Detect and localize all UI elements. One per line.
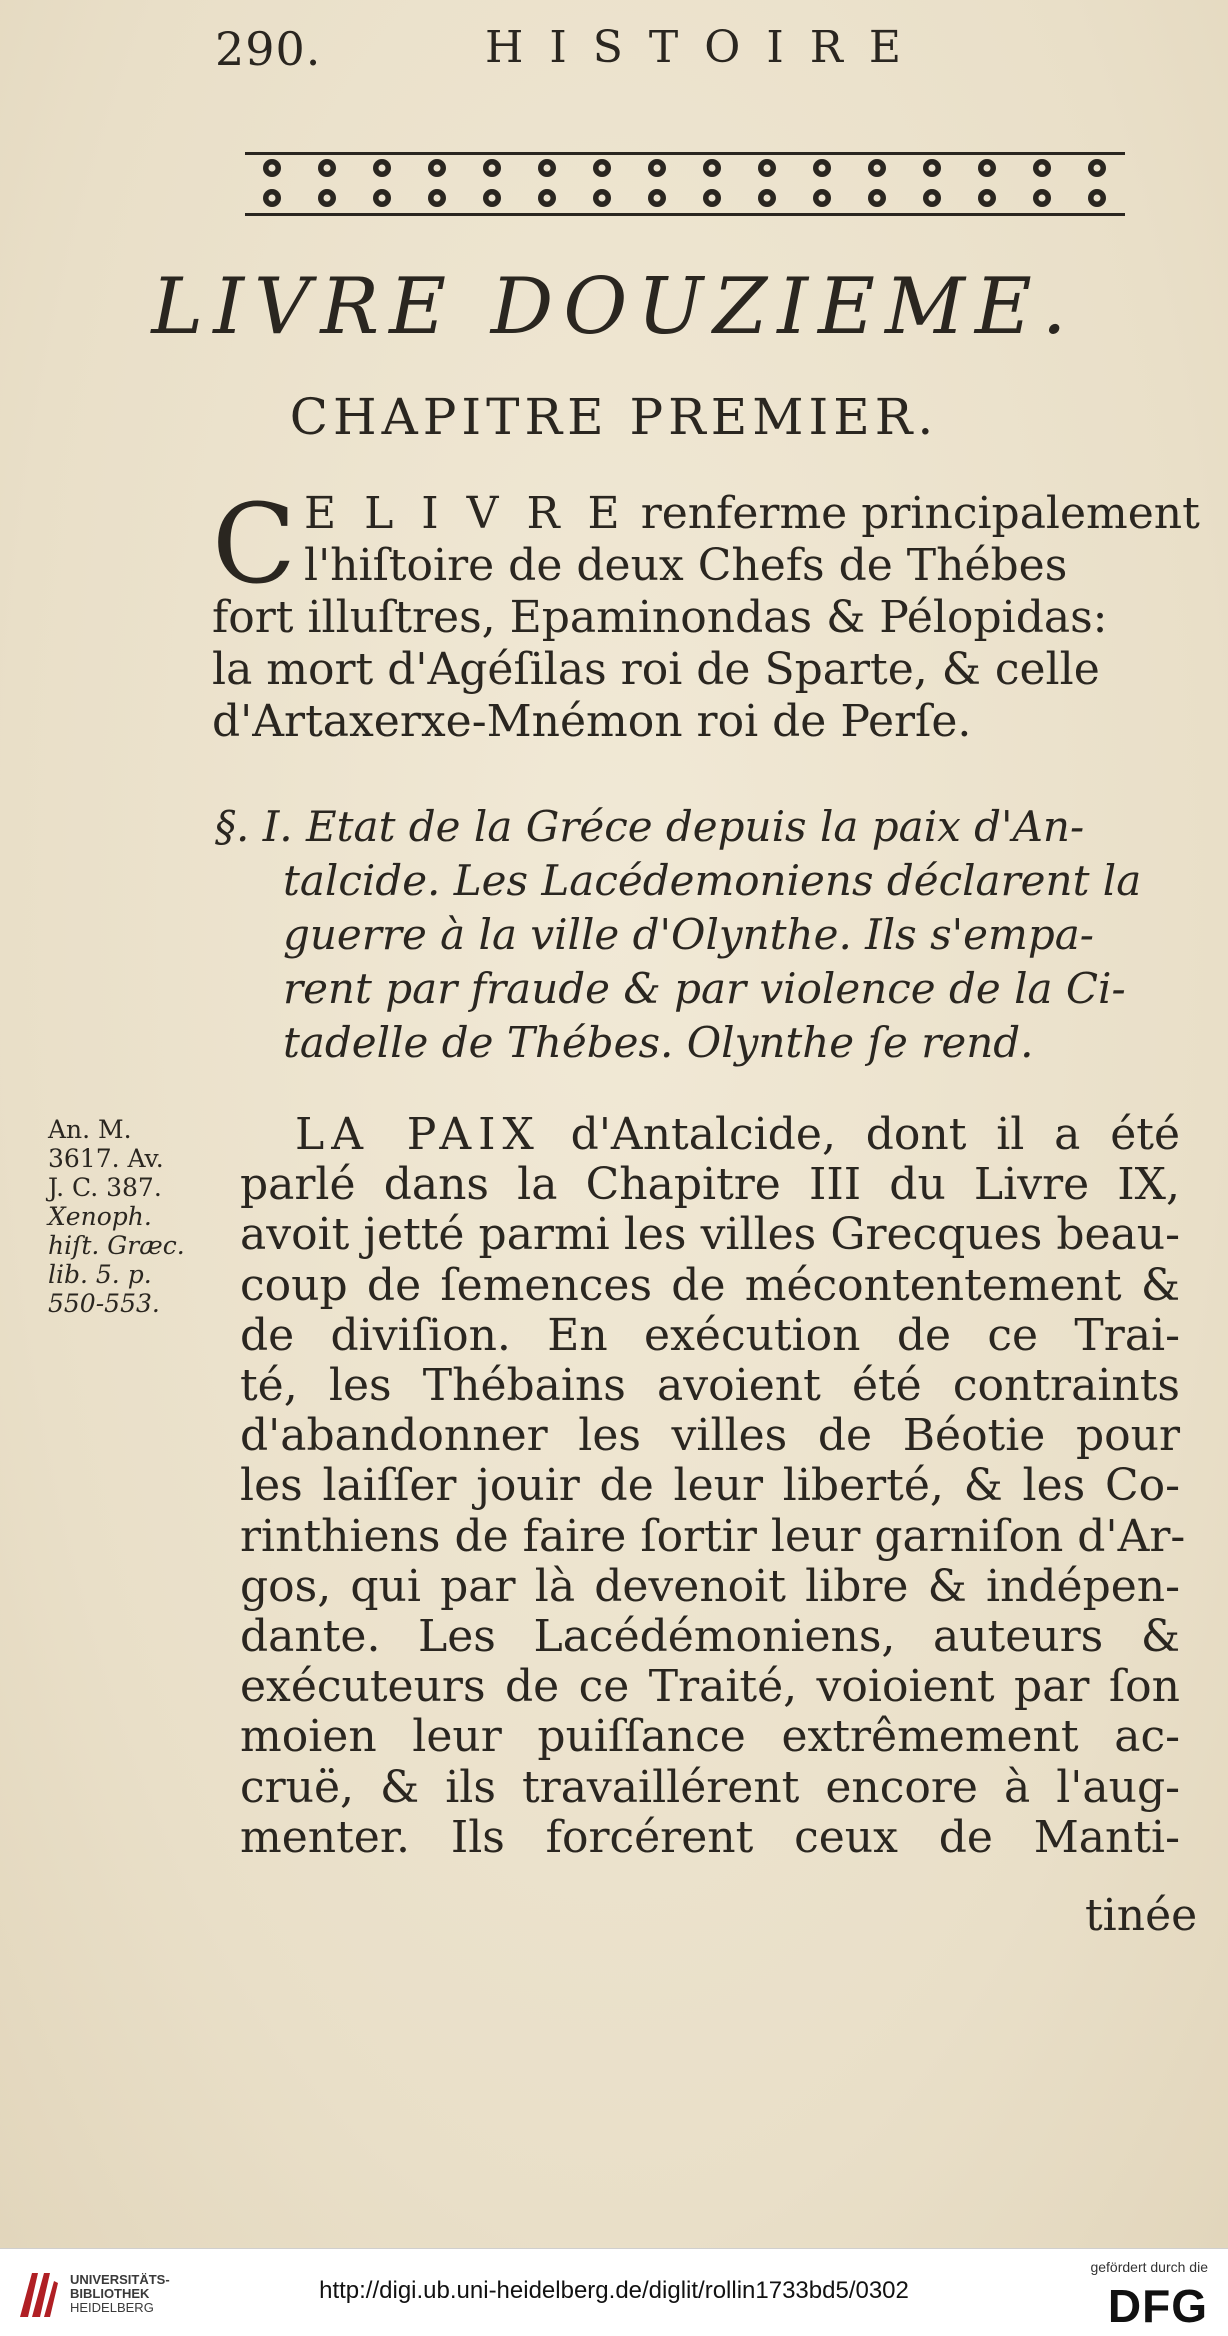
ornament-flower-center: [599, 165, 606, 172]
intro-line: l'hiſtoire de deux Chefs de Thébes: [304, 540, 1068, 591]
intro-line-1: [212, 488, 1200, 540]
dfg-logo: DFG: [1107, 2280, 1208, 2332]
ornament-flower-center: [654, 165, 661, 172]
ornament-flower-center: [764, 165, 771, 172]
ornament-flower-center: [379, 165, 386, 172]
body-line: exécuteurs de ce Traité, voioient par ſon: [240, 1661, 1180, 1713]
body-line: cruë, & ils travaillérent encore à l'aug-: [240, 1761, 1180, 1813]
ornament-flower-center: [709, 195, 716, 202]
intro-line-1-rest: renferme principalement: [640, 488, 1200, 539]
ornament-flower-center: [599, 195, 606, 202]
ornament-flower-center: [324, 195, 331, 202]
ornament-flower-center: [434, 195, 441, 202]
intro-paragraph: [212, 480, 1200, 748]
margin-note-line: 550-553.: [48, 1289, 160, 1318]
body-line: les laiſſer jouir de leur liberté, & les Co-: [240, 1460, 1180, 1512]
body-paragraph: [240, 1109, 1186, 1863]
ornament-flower-center: [489, 165, 496, 172]
ornament-flower-center: [764, 195, 771, 202]
margin-note-line: lib. 5. p.: [48, 1260, 152, 1289]
ornament-flower-center: [709, 165, 716, 172]
ornament-flower-center: [929, 195, 936, 202]
margin-note-line: 3617. Av.: [48, 1144, 164, 1173]
ornament-flower-center: [984, 195, 991, 202]
institution-line: BIBLIOTHEK: [70, 2286, 150, 2301]
body-line: rinthiens de faire ſortir leur garniſon d'Ar-: [240, 1510, 1186, 1562]
body-line: de diviſion. En exécution de ce Trai-: [240, 1309, 1180, 1361]
body-line: dante. Les Lacédémoniens, auteurs &: [240, 1611, 1180, 1663]
ornament-flower-center: [489, 195, 496, 202]
ornament-flower-center: [984, 165, 991, 172]
permalink-url[interactable]: http://digi.ub.uni-heidelberg.de/diglit/rollin1733bd5/0302: [319, 2277, 909, 2304]
running-title: HISTOIRE: [485, 22, 927, 73]
body-line-1: [240, 1110, 1180, 1160]
margin-note-line: Xenoph.: [48, 1202, 152, 1231]
summary-line: rent par fraude & par violence de la Ci-: [283, 964, 1126, 1013]
margin-note-line: An. M.: [48, 1115, 132, 1144]
summary-line: talcide. Les Lacédemoniens déclarent la: [283, 856, 1142, 905]
ornament-flower-center: [544, 195, 551, 202]
viewer-footer: [0, 2248, 1228, 2336]
ornament-flower-center: [654, 195, 661, 202]
ornament-flower-center: [324, 165, 331, 172]
institution-line: HEIDELBERG: [70, 2300, 154, 2315]
ornament-flower-center: [1094, 165, 1101, 172]
body-line: moien leur puiſſance extrêmement ac-: [240, 1711, 1180, 1763]
summary-line: §. I. Etat de la Gréce depuis la paix d'An-: [215, 802, 1085, 851]
body-line: d'abandonner les villes de Béotie pour: [240, 1410, 1180, 1462]
body-line: menter. Ils forcérent ceux de Manti-: [240, 1811, 1180, 1863]
chapter-title: CHAPITRE PREMIER.: [289, 388, 939, 446]
ornament-flower-center: [379, 195, 386, 202]
page-number: 290.: [215, 22, 322, 76]
catchword: tinée: [1085, 1890, 1198, 1941]
intro-line: d'Artaxerxe-Mnémon roi de Perſe.: [212, 696, 972, 747]
ornament-flower-center: [1039, 195, 1046, 202]
funding-note: gefördert durch die: [1090, 2259, 1208, 2275]
section-summary: [215, 800, 1155, 1070]
intro-line: fort illuſtres, Epaminondas & Pélopidas:: [212, 592, 1108, 643]
margin-note: [48, 1115, 238, 1318]
body-line: té, les Thébains avoient été contraints: [240, 1360, 1180, 1412]
intro-smallcaps: E L I V R E: [304, 488, 627, 539]
summary-line: tadelle de Thébes. Olynthe ſe rend.: [283, 1018, 1034, 1067]
ornament-flower-center: [819, 165, 826, 172]
body-line: gos, qui par là devenoit libre & indépen-: [240, 1560, 1180, 1612]
ornament-flower-center: [1039, 165, 1046, 172]
body-line-1-rest: d'Antalcide, dont il a été: [570, 1109, 1180, 1160]
page-header: [215, 22, 1115, 82]
drop-capital: C: [212, 480, 297, 608]
intro-line: la mort d'Agéſilas roi de Sparte, & celle: [212, 644, 1100, 695]
ornament-flower-center: [1094, 195, 1101, 202]
ornament-flower-center: [544, 165, 551, 172]
body-smallcaps: LA PAIX: [295, 1109, 541, 1160]
margin-note-line: J. C. 387.: [48, 1173, 162, 1202]
ornament-flower-center: [269, 165, 276, 172]
ornamental-band: [245, 148, 1125, 220]
body-line: avoit jetté parmi les villes Grecques beau-: [240, 1209, 1180, 1261]
summary-line: guerre à la ville d'Olynthe. Ils s'empa-: [283, 910, 1094, 959]
ornament-flower-center: [874, 165, 881, 172]
margin-note-line: hiſt. Græc.: [48, 1231, 185, 1260]
ornament-flower-center: [819, 195, 826, 202]
book-title: LIVRE DOUZIEME.: [151, 262, 1077, 352]
ornament-flower-center: [874, 195, 881, 202]
ornament-flower-center: [269, 195, 276, 202]
body-line: parlé dans la Chapitre III du Livre IX,: [240, 1159, 1180, 1211]
institution-line: UNIVERSITÄTS-: [70, 2272, 170, 2287]
ornament-flower-center: [434, 165, 441, 172]
ornament-flower-center: [929, 165, 936, 172]
body-line: coup de ſemences de mécontentement &: [240, 1259, 1180, 1311]
